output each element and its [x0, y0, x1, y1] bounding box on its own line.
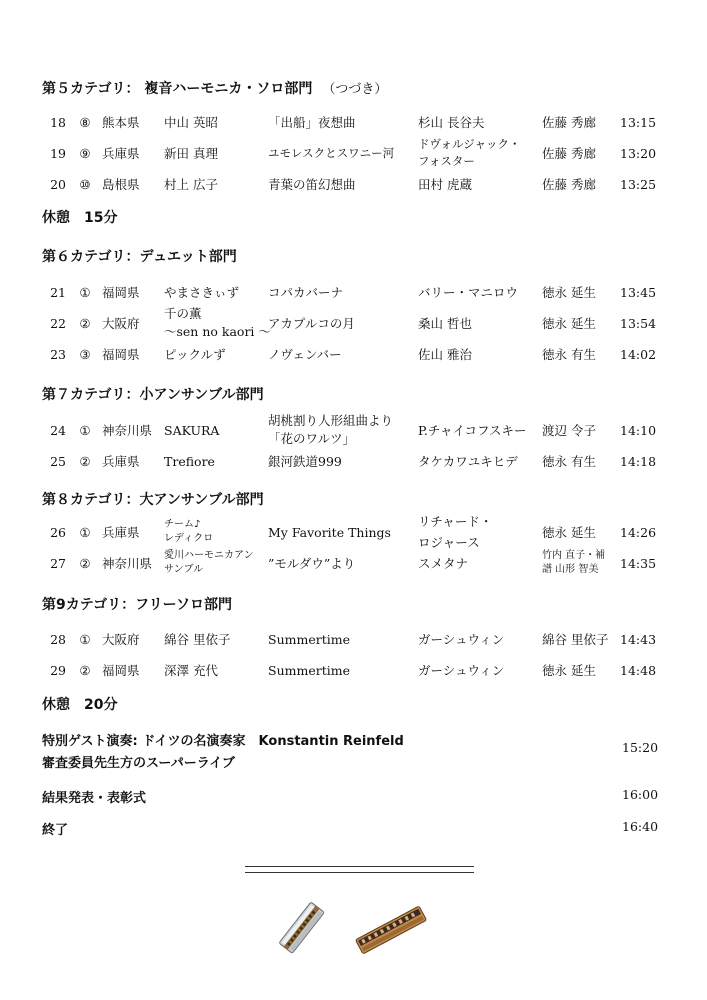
table-row [0, 412, 707, 446]
time: 13:45 [620, 284, 657, 300]
harmonica-icon [352, 906, 430, 954]
table-row [0, 138, 707, 168]
entry-order: ② [79, 315, 91, 331]
composer: タケカワユキヒデ [418, 454, 518, 469]
time: 13:20 [620, 145, 657, 161]
break-2: 休憩 20分 [42, 697, 118, 713]
prefecture: 兵庫県 [102, 146, 140, 161]
table-row [0, 169, 707, 199]
song: 「出船」夜想曲 [268, 115, 356, 130]
category-5-heading [42, 78, 387, 98]
entry-number: 26 [50, 524, 66, 540]
harmonica-icon [272, 900, 332, 956]
divider-line [245, 866, 474, 867]
time: 14:18 [620, 453, 657, 469]
guest-time: 15:20 [622, 740, 659, 755]
prefecture: 島根県 [102, 177, 140, 192]
entry-order: ⑧ [79, 114, 91, 130]
prefecture: 福岡県 [102, 347, 140, 362]
composer: 桑山 哲也 [418, 316, 472, 331]
category-6-heading: 第６カテゴリ：デュエット部門 [42, 249, 237, 265]
prefecture: 熊本県 [102, 115, 140, 130]
time: 14:26 [620, 524, 657, 540]
performer: 深澤 充代 [164, 663, 218, 678]
prefecture: 福岡県 [102, 663, 140, 678]
performer [164, 548, 254, 578]
arranger: 徳永 有生 [542, 347, 596, 362]
arranger [542, 548, 605, 578]
table-row [0, 339, 707, 369]
song-line: 胡桃割り人形組曲より [268, 412, 394, 428]
arranger: 渡辺 令子 [542, 423, 596, 438]
performer-line: ～sen no kaori ～ [164, 324, 271, 339]
entry-number: 19 [50, 145, 66, 161]
composer: スメタナ [418, 556, 469, 571]
entry-number: 28 [50, 631, 66, 647]
performer: SAKURA [164, 422, 220, 438]
prefecture: 大阪府 [102, 316, 140, 331]
performer: 村上 広子 [164, 177, 218, 192]
performer-line: サンブル [164, 564, 204, 575]
arranger: 綿谷 里依子 [542, 632, 609, 647]
arranger: 佐藤 秀廊 [542, 115, 596, 130]
time: 14:35 [620, 555, 657, 571]
song [268, 412, 394, 446]
performer: Trefiore [164, 453, 215, 469]
category-7-heading: 第７カテゴリ：小アンサンブル部門 [42, 387, 264, 403]
entry-order: ② [79, 453, 91, 469]
guest-performance-line: 特別ゲスト演奏: ドイツの名演奏家 Konstantin Reinfeld [42, 734, 404, 749]
entry-number: 18 [50, 114, 66, 130]
table-row [0, 446, 707, 476]
entry-order: ② [79, 662, 91, 678]
performer-line: 愛川ハーモニカアン [164, 549, 254, 561]
arranger: 徳永 延生 [542, 316, 596, 331]
prefecture: 福岡県 [102, 285, 140, 300]
performer-line: チーム♪ [164, 518, 201, 530]
entry-number: 20 [50, 176, 66, 192]
entry-order: ① [79, 631, 91, 647]
time: 14:43 [620, 631, 657, 647]
song: 銀河鉄道999 [268, 454, 342, 469]
divider-line [245, 872, 474, 873]
composer-line: リチャード・ [418, 513, 493, 529]
entry-order: ① [79, 422, 91, 438]
performer: 綿谷 里依子 [164, 632, 231, 647]
category-9-heading: 第9カテゴリ：フリーソロ部門 [42, 597, 233, 613]
song: My Favorite Things [268, 524, 391, 540]
table-row [0, 513, 707, 550]
time: 14:48 [620, 662, 657, 678]
entry-number: 24 [50, 422, 66, 438]
entry-number: 27 [50, 555, 66, 571]
table-row [0, 305, 707, 339]
composer: ガーシュウィン [418, 632, 505, 647]
table-row [0, 624, 707, 654]
composer [418, 513, 493, 550]
closing-time: 16:40 [622, 819, 659, 834]
composer [418, 138, 521, 168]
prefecture: 神奈川県 [102, 423, 153, 438]
prefecture: 兵庫県 [102, 454, 140, 469]
table-row [0, 277, 707, 307]
composer: P.チャイコフスキー [418, 423, 527, 438]
composer-line: ロジャース [418, 535, 480, 550]
time: 13:25 [620, 176, 657, 192]
arranger: 佐藤 秀廊 [542, 177, 596, 192]
table-row [0, 107, 707, 137]
time: 14:02 [620, 346, 657, 362]
performer: 中山 英昭 [164, 115, 218, 130]
continued-note: （つづき） [322, 82, 388, 97]
arranger: 佐藤 秀廊 [542, 146, 596, 161]
composer: 田村 虎蔵 [418, 177, 472, 192]
composer: 杉山 長谷夫 [418, 115, 485, 130]
time: 13:15 [620, 114, 657, 130]
table-row [0, 655, 707, 685]
prefecture: 兵庫県 [102, 525, 140, 540]
arranger: 徳永 延生 [542, 663, 596, 678]
composer-line: フォスター [418, 154, 475, 168]
category-title: 第５カテゴリ： 複音ハーモニカ・ソロ部門 [42, 81, 313, 97]
composer: ガーシュウィン [418, 663, 505, 678]
performer-line: レディクロ [164, 533, 214, 544]
performer: やまさきぃず [164, 285, 240, 300]
composer: バリー・マニロウ [418, 285, 519, 300]
time: 13:54 [620, 315, 657, 331]
entry-number: 23 [50, 346, 66, 362]
entry-order: ⑩ [79, 176, 91, 192]
entry-number: 21 [50, 284, 66, 300]
arranger: 徳永 延生 [542, 285, 596, 300]
song: 青葉の笛幻想曲 [268, 177, 356, 192]
entry-order: ① [79, 284, 91, 300]
song-line: 「花のワルツ」 [268, 431, 356, 446]
entry-number: 25 [50, 453, 66, 469]
break-1: 休憩 15分 [42, 210, 118, 226]
category-8-heading: 第８カテゴリ：大アンサンブル部門 [42, 492, 264, 508]
closing: 終了 [42, 823, 69, 838]
performer: 新田 真理 [164, 146, 218, 161]
entry-number: 29 [50, 662, 66, 678]
judges-live-line: 審査委員先生方のスーパーライブ [42, 756, 235, 771]
prefecture: 大阪府 [102, 632, 140, 647]
arranger: 徳永 延生 [542, 525, 596, 540]
song: ”モルダウ”より [268, 556, 356, 571]
entry-number: 22 [50, 315, 66, 331]
results-ceremony: 結果発表・表彰式 [42, 791, 147, 806]
arranger-line: 譜 山形 智美 [542, 564, 599, 575]
entry-order: ⑨ [79, 145, 91, 161]
song: ユモレスクとスワニー河 [268, 146, 395, 160]
performer-line: 千の薫 [164, 305, 202, 321]
song: コパカバーナ [268, 285, 344, 300]
composer-line: ドヴォルジャック・ [418, 137, 521, 152]
song: アカプルコの月 [268, 316, 355, 331]
table-row [0, 548, 707, 578]
performer: ピックルず [164, 347, 226, 362]
performer [164, 517, 213, 547]
arranger-line: 竹内 直子・補 [542, 549, 606, 561]
entry-order: ② [79, 555, 91, 571]
song: Summertime [268, 631, 350, 647]
entry-order: ③ [79, 346, 91, 362]
time: 14:10 [620, 422, 657, 438]
performer [164, 305, 271, 339]
arranger: 徳永 有生 [542, 454, 596, 469]
song: Summertime [268, 662, 350, 678]
song: ノヴェンバー [268, 347, 342, 362]
entry-order: ① [79, 524, 91, 540]
prefecture: 神奈川県 [102, 556, 153, 571]
results-time: 16:00 [622, 787, 659, 802]
composer: 佐山 雅治 [418, 347, 472, 362]
